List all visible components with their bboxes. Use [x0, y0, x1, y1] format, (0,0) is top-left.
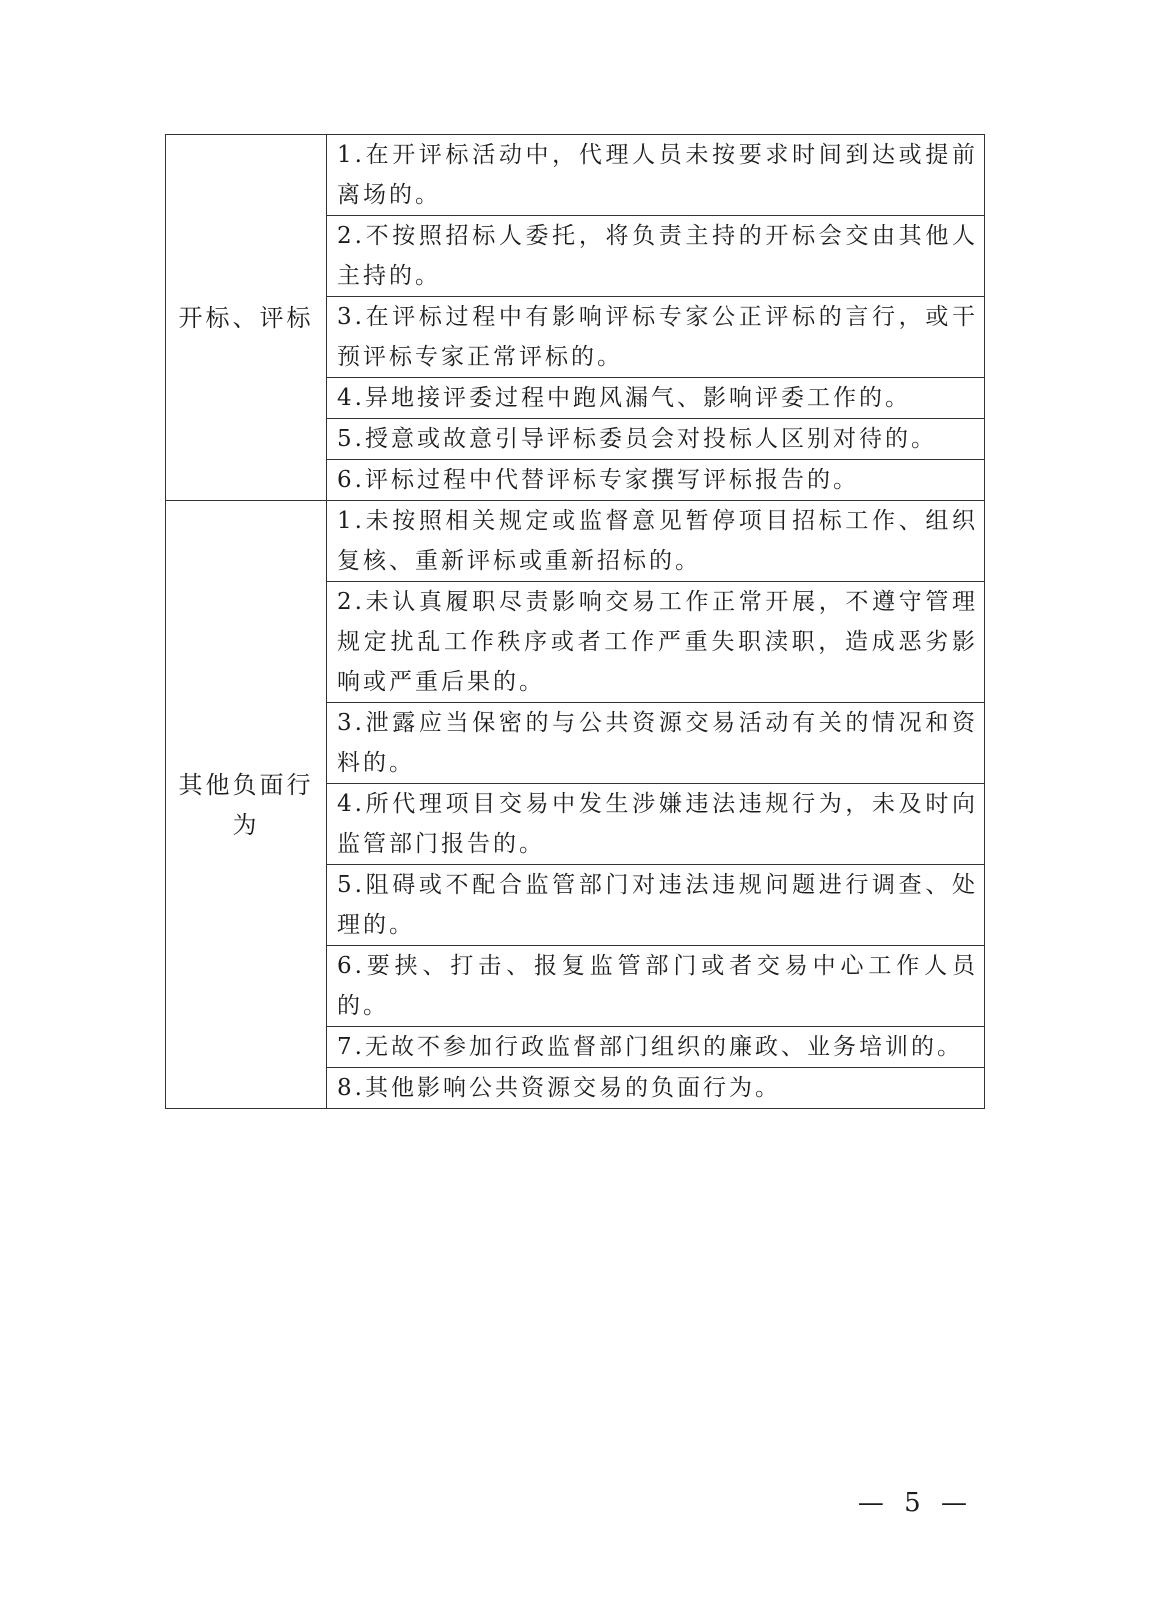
table-row — [166, 135, 985, 216]
item-cell: 3.在评标过程中有影响评标专家公正评标的言行，或干预评标专家正常评标的。 — [327, 297, 985, 378]
item-cell: 6.要挟、打击、报复监管部门或者交易中心工作人员的。 — [327, 946, 985, 1027]
item-cell: 8.其他影响公共资源交易的负面行为。 — [327, 1068, 985, 1109]
item-cell: 4.异地接评委过程中跑风漏气、影响评委工作的。 — [327, 378, 985, 419]
item-cell: 6.评标过程中代替评标专家撰写评标报告的。 — [327, 460, 985, 501]
page-number: — 5 — — [857, 1488, 973, 1518]
item-cell: 5.阻碍或不配合监管部门对违法违规问题进行调查、处理的。 — [327, 865, 985, 946]
table-row — [166, 501, 985, 582]
item-cell: 1.未按照相关规定或监督意见暂停项目招标工作、组织复核、重新评标或重新招标的。 — [327, 501, 985, 582]
item-cell: 1.在开评标活动中，代理人员未按要求时间到达或提前离场的。 — [327, 135, 985, 216]
item-cell: 7.无故不参加行政监督部门组织的廉政、业务培训的。 — [327, 1027, 985, 1068]
item-cell: 5.授意或故意引导评标委员会对投标人区别对待的。 — [327, 419, 985, 460]
item-cell: 2.未认真履职尽责影响交易工作正常开展，不遵守管理规定扰乱工作秩序或者工作严重失职渎职，造成恶劣影响或严重后果的。 — [327, 582, 985, 703]
category-cell: 其他负面行为 — [166, 501, 327, 1109]
item-cell: 4.所代理项目交易中发生涉嫌违法违规行为，未及时向监管部门报告的。 — [327, 784, 985, 865]
negative-behavior-table — [165, 134, 985, 1109]
category-cell: 开标、评标 — [166, 135, 327, 501]
item-cell: 3.泄露应当保密的与公共资源交易活动有关的情况和资料的。 — [327, 703, 985, 784]
item-cell: 2.不按照招标人委托，将负责主持的开标会交由其他人主持的。 — [327, 216, 985, 297]
